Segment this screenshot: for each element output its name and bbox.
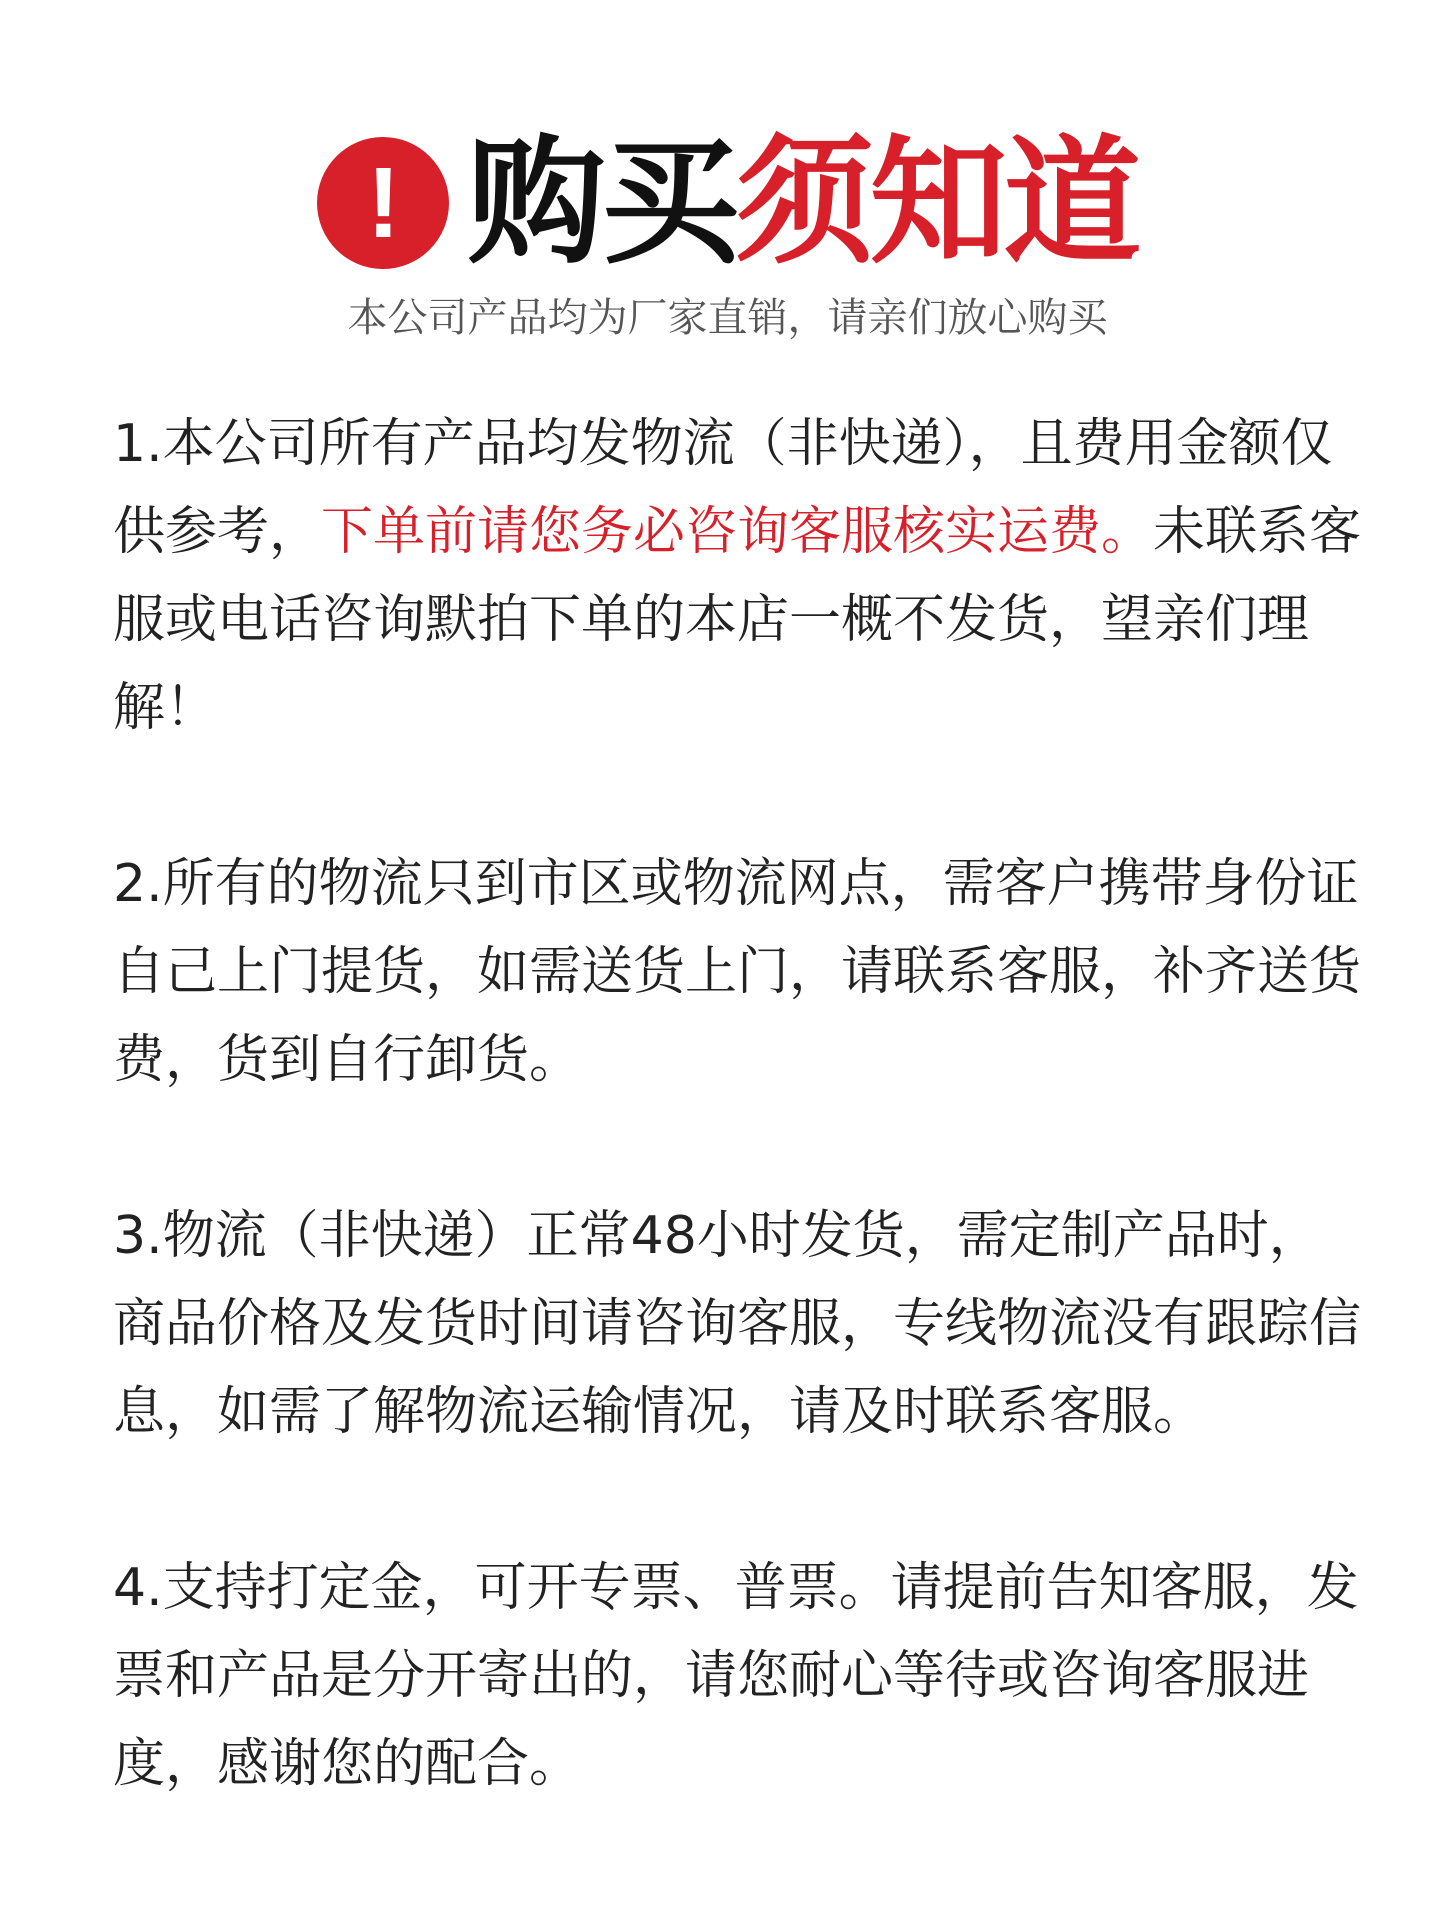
notice-text: 4.支持打定金，可开专票、普票。请提前告知客服，发票和产品是分开寄出的，请您耐心等待或咨询客服进度，感谢您的配合。 <box>113 1558 1359 1794</box>
page-title <box>467 122 1138 283</box>
exclamation-icon: ! <box>317 137 449 269</box>
notice-header <box>0 122 1455 283</box>
notice-text: 3.物流（非快递）正常48小时发货，需定制产品时，商品价格及发货时间请咨询客服，专线物流没有跟踪信息，如需了解物流运输情况，请及时联系客服。 <box>113 1206 1362 1442</box>
notice-item-2 <box>113 840 1363 1104</box>
page-subtitle: 本公司产品均为厂家直销，请亲们放心购买 <box>347 295 1108 341</box>
notice-text: 2.所有的物流只到市区或物流网点，需客户携带身份证自己上门提货，如需送货上门，请联系客服，补齐送货费，货到自行卸货。 <box>113 854 1362 1090</box>
notice-item-3 <box>113 1192 1363 1456</box>
notice-text: 1.本公司所有产品均发物流（非快递），且费用金额仅供参考， <box>113 414 1333 562</box>
notice-text: 未联系客服或电话咨询默拍下单的本店一概不发货，望亲们理解！ <box>113 502 1362 738</box>
title-black-part: 购买 <box>467 122 736 283</box>
notice-list <box>113 400 1363 1896</box>
notice-item-4 <box>113 1544 1363 1808</box>
notice-item-1 <box>113 400 1363 752</box>
notice-highlight: 下单前请您务必咨询客服核实运费。 <box>321 502 1154 562</box>
title-red-part: 须知道 <box>735 122 1138 283</box>
